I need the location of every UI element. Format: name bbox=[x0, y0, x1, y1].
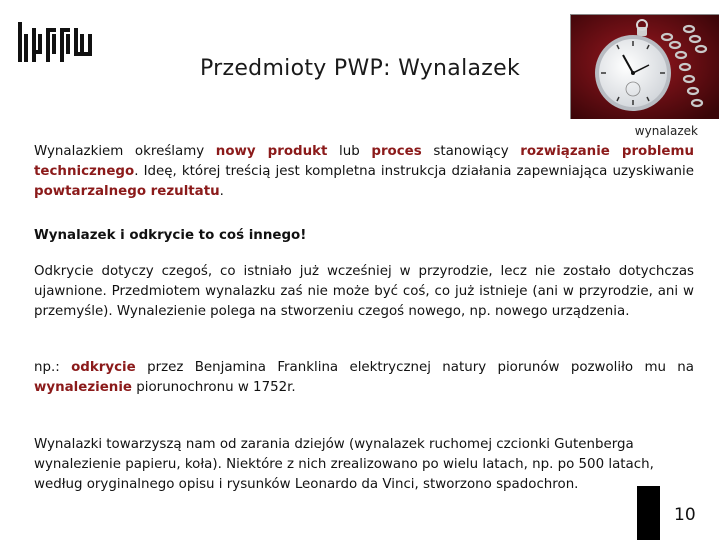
highlight-proces: proces bbox=[371, 144, 422, 159]
slide-title: Przedmioty PWP: Wynalazek bbox=[199, 56, 521, 81]
example-paragraph bbox=[34, 358, 694, 398]
definition-paragraph bbox=[34, 142, 694, 202]
para3-text: piorunochronu w 1752r. bbox=[132, 380, 296, 395]
highlight-nowy-produkt: nowy produkt bbox=[215, 144, 328, 159]
para3-text: przez Benjamina Franklina elektrycznej natury piorunów pozwoliło mu na bbox=[135, 360, 695, 375]
highlight-powtarzalny-rezultat: powtarzalnego rezultatu bbox=[34, 184, 220, 199]
para1-text: . Ideę, której treścią jest kompletna instrukcja działania zapewniająca uzyskiwanie bbox=[134, 164, 694, 179]
highlight-wynalezienie: wynalezienie bbox=[34, 380, 133, 395]
pocket-watch-photo bbox=[570, 14, 719, 119]
para1-text: . bbox=[219, 184, 224, 199]
discovery-paragraph: Odkrycie dotyczy czegoś, co istniało już wcześniej w przyrodzie, lecz nie zostało dotychczas ujawnione. Przedmiotem wynalazku zaś nie może być coś, co już istnieje (ani w przyrodzie, ani w przemyśle). Wynalezienie polega na stworzeniu czegoś nowego, np. nowego urządzenia. bbox=[34, 264, 694, 319]
para3-text: np.: bbox=[34, 360, 72, 375]
para1-text: lub bbox=[327, 144, 372, 159]
section-heading: Wynalazek i odkrycie to coś innego! bbox=[34, 228, 307, 243]
para1-text: stanowiący bbox=[421, 144, 521, 159]
institution-logo bbox=[18, 20, 100, 62]
decorative-bar bbox=[637, 486, 660, 540]
highlight-odkrycie: odkrycie bbox=[71, 360, 136, 375]
highlight-rozwiazanie: rozwiązanie problemu technicznego bbox=[34, 144, 694, 179]
para1-text: Wynalazkiem określamy bbox=[34, 144, 216, 159]
page-number: 10 bbox=[674, 505, 696, 525]
history-paragraph: Wynalazki towarzyszą nam od zarania dziejów (wynalazek ruchomej czcionki Gutenberga wynalezienie papieru, koła). Niektóre z nich zrealizowano po wielu latach, np. po 500 latach, według oryginalnego opisu i rysunków Leonardo da Vinci, stworzono spadochron. bbox=[34, 437, 654, 492]
image-caption: wynalazek bbox=[634, 124, 698, 138]
